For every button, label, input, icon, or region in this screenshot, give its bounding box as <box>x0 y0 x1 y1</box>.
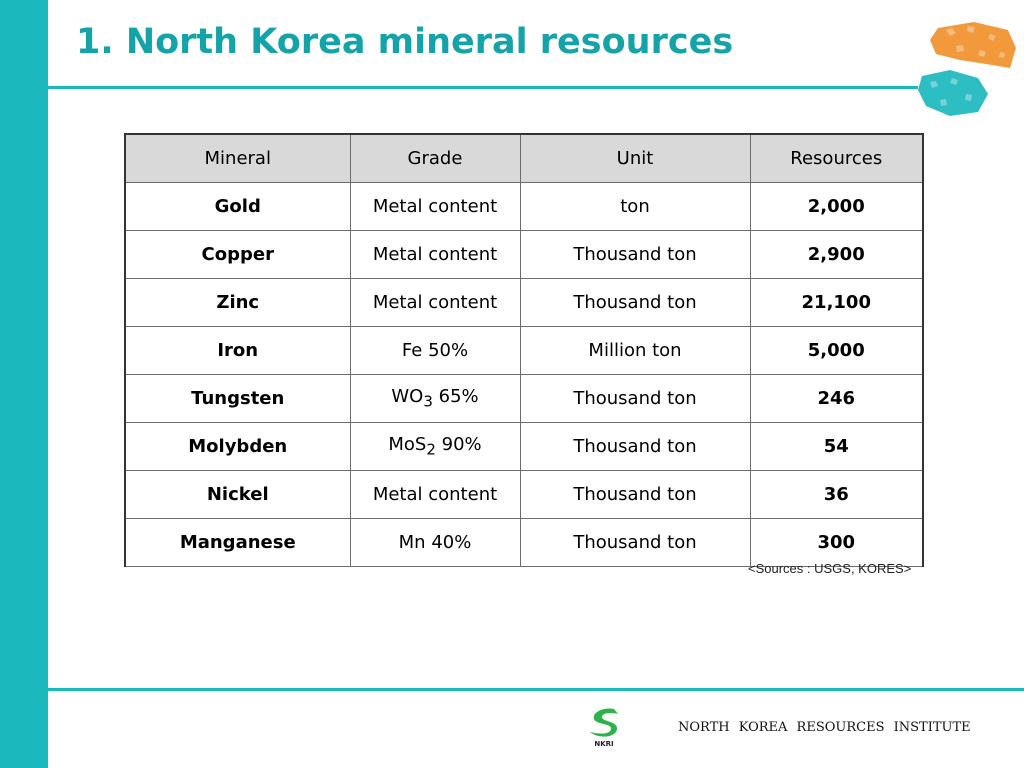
cell-unit: Thousand ton <box>520 375 750 423</box>
header-resources: Resources <box>750 134 923 183</box>
cell-resources: 246 <box>750 375 923 423</box>
cell-mineral: Iron <box>125 327 350 375</box>
cell-grade: Metal content <box>350 183 520 231</box>
table-row <box>125 279 923 327</box>
nkri-logo-icon <box>584 706 624 748</box>
cell-unit: Thousand ton <box>520 519 750 567</box>
grade-subscript: 3 <box>423 392 433 411</box>
table-row <box>125 183 923 231</box>
cell-mineral: Nickel <box>125 471 350 519</box>
cell-unit: ton <box>520 183 750 231</box>
table-row <box>125 423 923 471</box>
cell-resources: 36 <box>750 471 923 519</box>
cell-resources: 300 <box>750 519 923 567</box>
cell-grade <box>350 375 520 423</box>
cell-resources: 21,100 <box>750 279 923 327</box>
cell-grade: Mn 40% <box>350 519 520 567</box>
cell-unit: Million ton <box>520 327 750 375</box>
cell-grade: Metal content <box>350 279 520 327</box>
grade-percent: 65% <box>432 386 479 408</box>
cell-mineral: Manganese <box>125 519 350 567</box>
cell-unit: Thousand ton <box>520 471 750 519</box>
footer-divider <box>48 688 1024 691</box>
grade-percent: 90% <box>435 434 482 456</box>
cell-unit: Thousand ton <box>520 231 750 279</box>
table-row <box>125 519 923 567</box>
cell-mineral: Gold <box>125 183 350 231</box>
cell-resources: 5,000 <box>750 327 923 375</box>
source-note: <Sources : USGS, KORES> <box>748 561 912 576</box>
cell-mineral: Copper <box>125 231 350 279</box>
header-grade: Grade <box>350 134 520 183</box>
header-unit: Unit <box>520 134 750 183</box>
grade-formula: WO <box>391 386 424 408</box>
table-row <box>125 231 923 279</box>
footer-institute-name: NORTH KOREA RESOURCES INSTITUTE <box>678 720 971 735</box>
cell-mineral: Molybden <box>125 423 350 471</box>
mineral-resources-table <box>124 133 924 567</box>
grade-subscript: 2 <box>426 440 436 459</box>
header-mineral: Mineral <box>125 134 350 183</box>
mosaic-logo-icon <box>916 20 1020 120</box>
table-row <box>125 471 923 519</box>
left-accent-bar <box>0 0 48 768</box>
cell-mineral: Zinc <box>125 279 350 327</box>
cell-mineral: Tungsten <box>125 375 350 423</box>
cell-grade: Metal content <box>350 471 520 519</box>
cell-grade: Metal content <box>350 231 520 279</box>
grade-formula: MoS <box>388 434 427 456</box>
slide-title: 1. North Korea mineral resources <box>76 22 734 62</box>
table-row <box>125 375 923 423</box>
cell-resources: 2,900 <box>750 231 923 279</box>
table-header-row <box>125 134 923 183</box>
cell-unit: Thousand ton <box>520 423 750 471</box>
nkri-logo-text: NKRI <box>594 740 614 748</box>
cell-unit: Thousand ton <box>520 279 750 327</box>
cell-grade <box>350 423 520 471</box>
title-divider <box>48 86 918 89</box>
cell-resources: 2,000 <box>750 183 923 231</box>
cell-resources: 54 <box>750 423 923 471</box>
cell-grade: Fe 50% <box>350 327 520 375</box>
table-row <box>125 327 923 375</box>
